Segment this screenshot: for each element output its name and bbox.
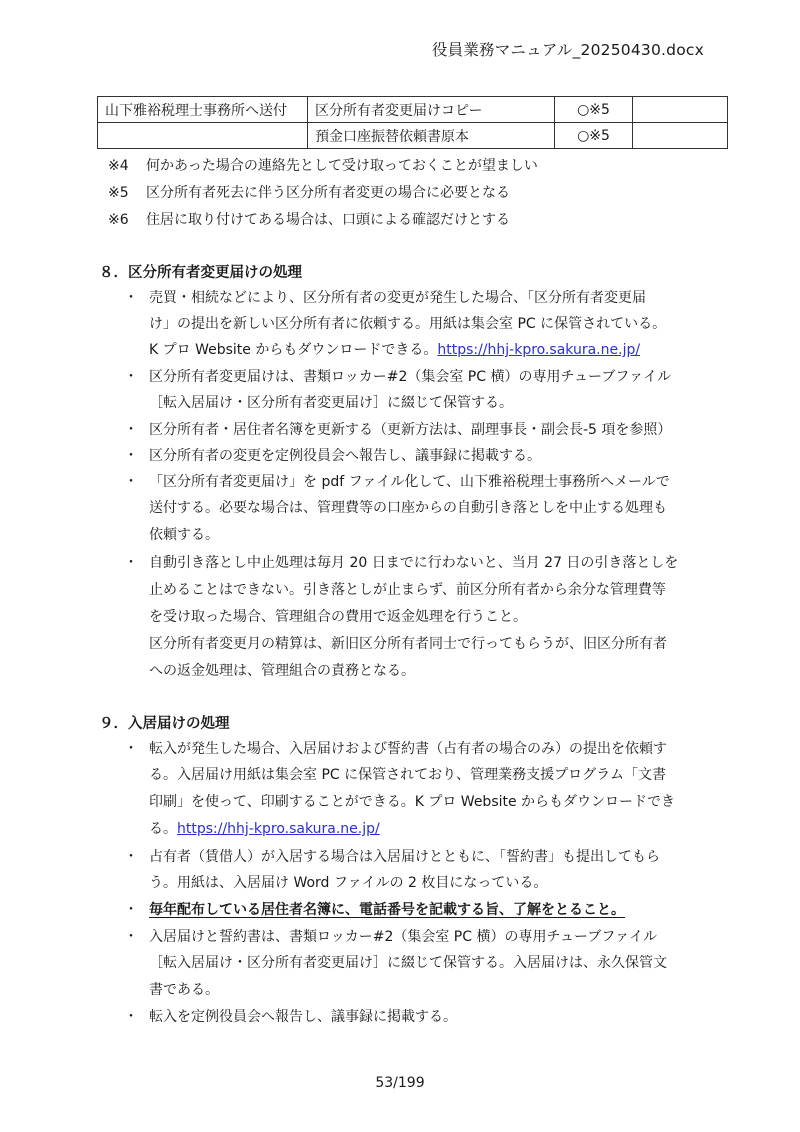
table-cell-note [633, 123, 728, 149]
s9-bullet2-line1: 占有者（賃借人）が入居する場合は入居届けとともに、「誓約書」も提出してもら [149, 849, 660, 865]
s8-bullet1-line3-text: K プロ Website からもダウンロードできる。 [149, 342, 438, 358]
bullet-marker: ・ [124, 902, 138, 918]
kpro-website-link[interactable]: https://hhj-kpro.sakura.ne.jp/ [437, 342, 641, 358]
bullet-marker: ・ [124, 369, 138, 385]
bullet-marker: ・ [124, 1009, 138, 1025]
s8-bullet6-line4: 区分所有者変更月の精算は、新旧区分所有者同士で行ってもらうが、旧区分所有者 [149, 636, 667, 652]
s9-bullet5: 転入を定例役員会へ報告し、議事録に掲載する。 [149, 1009, 457, 1025]
s9-bullet2-line2: う。用紙は、入居届け Word ファイルの 2 枚目になっている。 [149, 875, 548, 891]
footnote [108, 155, 538, 175]
bullet-marker: ・ [124, 929, 138, 945]
footnote-text: 住居に取り付けてある場合は、口頭による確認だけとする [146, 212, 510, 228]
s9-bullet4-line1: 入居届けと誓約書は、書類ロッカー#2（集会室 PC 横）の専用チューブファイル [149, 929, 658, 945]
table-cell-recipient [98, 123, 308, 149]
page-number: 53/199 [375, 1075, 425, 1091]
table-row [98, 97, 728, 123]
s8-bullet2-line2: ［転入居届け・区分所有者変更届け］に綴じて保管する。 [149, 395, 513, 411]
footnote-text: 区分所有者死去に伴う区分所有者変更の場合に必要となる [146, 185, 510, 201]
footnote [108, 182, 510, 202]
document-table [97, 96, 728, 149]
s8-bullet6-line2: 止めることはできない。引き落としが止まらず、前区分所有者から余分な管理費等 [149, 582, 666, 598]
bullet-marker: ・ [124, 741, 138, 757]
table-cell-mark: ○※5 [555, 123, 633, 149]
table-cell-document: 区分所有者変更届けコピー [308, 97, 555, 123]
bullet-marker: ・ [124, 422, 138, 438]
footnote-mark: ※4 [108, 158, 129, 174]
s8-bullet5-line1: 「区分所有者変更届け」を pdf ファイル化して、山下雅裕税理士事務所へメールで [149, 474, 670, 490]
table-row [98, 123, 728, 149]
footnote-mark: ※6 [108, 212, 129, 228]
bullet-marker: ・ [124, 448, 138, 464]
table-cell-recipient: 山下雅裕税理士事務所へ送付 [98, 97, 308, 123]
kpro-website-link[interactable]: https://hhj-kpro.sakura.ne.jp/ [177, 821, 380, 837]
s8-bullet6-line5: への返金処理は、管理組合の責務となる。 [149, 663, 415, 679]
s9-bullet1-line4-text: る。 [149, 821, 177, 837]
s8-bullet5-line2: 送付する。必要な場合は、管理費等の口座からの自動引き落としを中止する処理も [149, 500, 667, 516]
bullet-marker: ・ [124, 849, 138, 865]
table-cell-document: 預金口座振替依頼書原本 [308, 123, 555, 149]
s8-bullet1-line3 [149, 339, 640, 359]
s9-bullet1-line3: 印刷」を使って、印刷することができる。K プロ Website からもダウンロードでき [149, 794, 676, 810]
bullet-marker: ・ [124, 290, 138, 306]
bullet-marker: ・ [124, 474, 138, 490]
s8-bullet4: 区分所有者の変更を定例役員会へ報告し、議事録に掲載する。 [149, 448, 541, 464]
table-cell-note [633, 97, 728, 123]
s8-bullet6-line1: 自動引き落とし中止処理は毎月 20 日までに行わないと、当月 27 日の引き落としを [149, 555, 679, 571]
section-9-title: ９．入居届けの処理 [99, 716, 230, 732]
s8-bullet3: 区分所有者・居住者名簿を更新する（更新方法は、副理事長・副会長-5 項を参照） [149, 422, 672, 438]
s8-bullet6-line3: を受け取った場合、管理組合の費用で返金処理を行うこと。 [149, 609, 527, 625]
footnote-mark: ※5 [108, 185, 129, 201]
s9-bullet4-line3: 書である。 [149, 982, 219, 998]
s8-bullet5-line3: 依頼する。 [149, 527, 219, 543]
s9-bullet4-line2: ［転入居届け・区分所有者変更届け］に綴じて保管する。入居届けは、永久保管文 [149, 955, 667, 971]
s9-bullet1-line4 [149, 818, 380, 838]
s8-bullet1-line2: け」の提出を新しい区分所有者に依頼する。用紙は集会室 PC に保管されている。 [149, 316, 667, 332]
s8-bullet1-line1: 売買・相続などにより、区分所有者の変更が発生した場合、「区分所有者変更届 [149, 290, 646, 306]
s9-bullet3-emphasis: 毎年配布している居住者名簿に、電話番号を記載する旨、了解をとること。 [149, 902, 625, 918]
s8-bullet2-line1: 区分所有者変更届けは、書類ロッカー#2（集会室 PC 横）の専用チューブファイル [149, 369, 672, 385]
footnote-text: 何かあった場合の連絡先として受け取っておくことが望ましい [146, 158, 538, 174]
section-8-title: ８．区分所有者変更届けの処理 [99, 265, 302, 281]
footnote [108, 209, 510, 229]
document-filename: 役員業務マニュアル_20250430.docx [431, 41, 704, 59]
table-cell-mark: ○※5 [555, 97, 633, 123]
bullet-marker: ・ [124, 555, 138, 571]
s9-bullet1-line2: る。入居届け用紙は集会室 PC に保管されており、管理業務支援プログラム「文書 [149, 767, 666, 783]
s9-bullet1-line1: 転入が発生した場合、入居届けおよび誓約書（占有者の場合のみ）の提出を依頼す [149, 741, 667, 757]
